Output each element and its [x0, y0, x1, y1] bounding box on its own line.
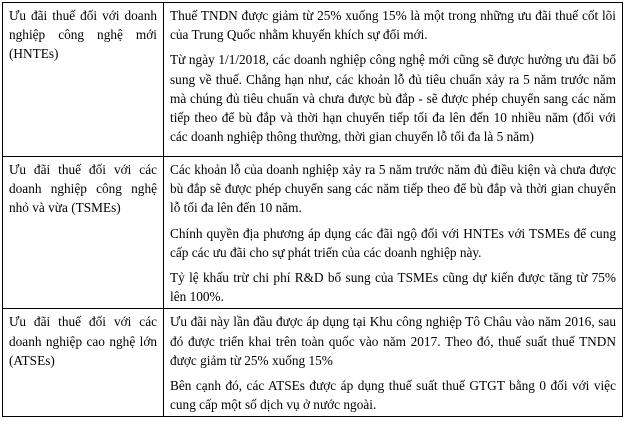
paragraph: Bên cạnh đó, các ATSEs được áp dụng thuế suất thuế GTGT bằng 0 đối với việc cung cấp một số dịch vụ ở nước ngoài. — [170, 378, 616, 413]
table-row — [3, 309, 623, 417]
row-content-cell — [164, 157, 623, 309]
table-row — [3, 157, 623, 309]
paragraph: Ưu đãi này lần đầu được áp dụng tại Khu công nghiệp Tô Châu vào năm 2016, sau đó được triển khai trên toàn quốc vào năm 2017. Theo đó, thuế suất thuế TNDN được giảm từ 25% xuống 15% — [170, 314, 616, 368]
row-label: Ưu đãi thuế đối với các doanh nghiệp công nghệ nhỏ và vừa (TSMEs) — [9, 162, 157, 216]
tax-incentives-table — [2, 2, 623, 417]
paragraph: Thuế TNDN được giảm từ 25% xuống 15% là một trong những ưu đãi thuế cốt lõi của Trung Quốc nhằm khuyến khích sự đổi mới. — [170, 8, 616, 43]
table-row — [3, 3, 623, 157]
row-content-cell — [164, 309, 623, 417]
paragraph: Chính quyền địa phương áp dụng các đãi ngộ đối với HNTEs với TSMEs để cung cấp các ưu đãi cho sự phát triển của các doanh nghiệp này. — [170, 225, 616, 260]
row-content-cell — [164, 3, 623, 157]
paragraph: Tỷ lệ khấu trừ chi phí R&D bổ sung của TSMEs cũng dự kiến được tăng từ 75% lên 100%. — [170, 270, 616, 305]
row-label-cell — [3, 157, 164, 309]
row-label-cell — [3, 3, 164, 157]
row-label-cell — [3, 309, 164, 417]
paragraph: Từ ngày 1/1/2018, các doanh nghiệp công nghệ mới cũng sẽ được hưởng ưu đãi bổ sung về thuế. Chẳng hạn như, các khoản lỗ đủ tiêu chuẩn xảy ra 5 năm trước năm mà chúng đủ tiêu chuẩn và chưa được bù đắp - sẽ được phép chuyển sang các năm tiếp theo để bù đắp và thời hạn chuyển tiếp tối đa lên đến 10 nhiều năm (đối với các doanh nghiệp thông thường, thời gian chuyển lỗ tối đa là 5 năm) — [170, 52, 616, 145]
paragraph: Các khoản lỗ của doanh nghiệp xảy ra 5 năm trước năm đủ điều kiện và chưa được bù đắp sẽ được phép chuyển sang các năm tiếp theo để bù đắp và thời gian chuyển lỗ tối đa lên đến 10 năm. — [170, 162, 616, 216]
row-label: Ưu đãi thuế đối với các doanh nghiệp cao nghệ lớn (ATSEs) — [9, 314, 157, 368]
row-label: Ưu đãi thuế đối với doanh nghiệp công nghệ mới (HNTEs) — [9, 8, 157, 62]
